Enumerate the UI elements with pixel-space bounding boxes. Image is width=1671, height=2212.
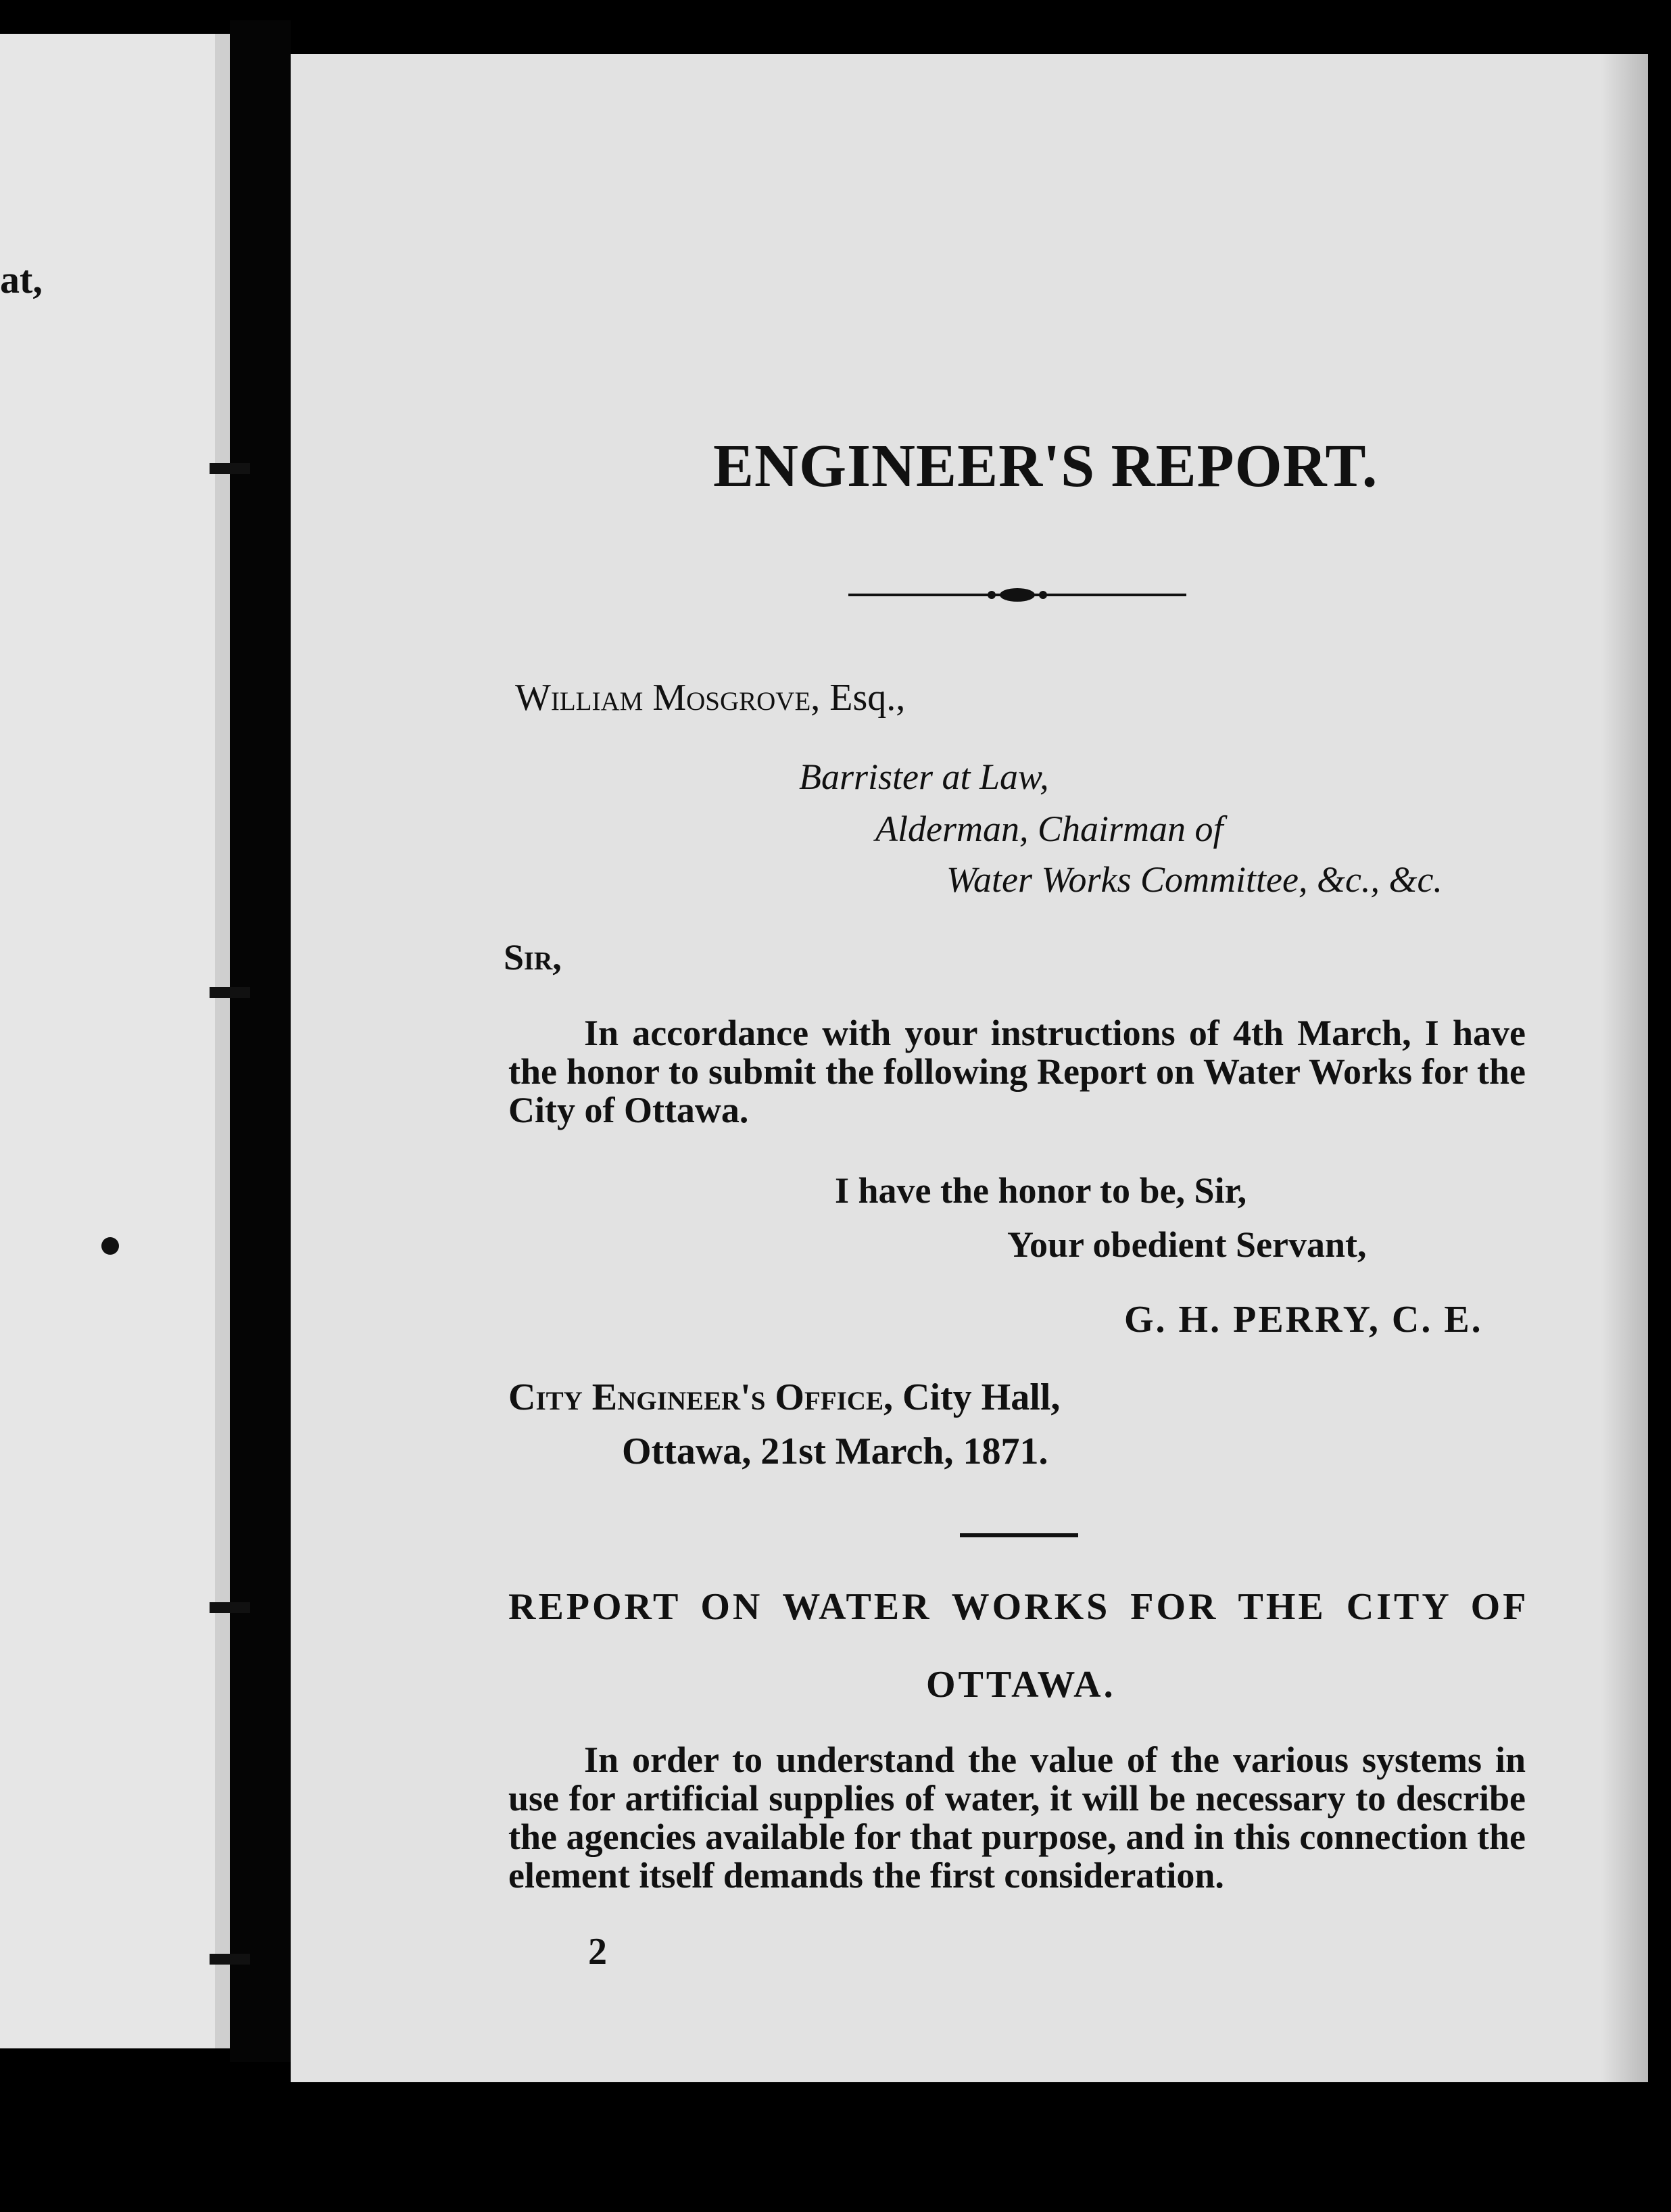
closing-line: I have the honor to be, Sir, [835,1170,1247,1211]
page-number: 2 [588,1931,607,1973]
divider [960,1533,1078,1537]
ornament-divider [848,581,1186,608]
binding-tab [210,987,250,998]
binding-tab [210,1954,250,1965]
report-body: In order to understand the value of the various systems in use for artificial supplies of water, it will be necessary to describe the agencies available for that purpose, and in this connection the element itself demands the first consideration. [508,1739,1526,1896]
salutation: Sir, [504,937,562,978]
addressee-name: William Mosgrove [515,677,811,719]
binding-tab [210,463,250,474]
left-page-edge [215,34,230,2048]
office-label: City Engineer's Office [508,1376,883,1418]
addressee-line: Alderman, Chairman of [875,809,1224,849]
ink-spot [101,1237,119,1255]
closing-line: Your obedient Servant, [1007,1224,1367,1265]
binding-tab [210,1602,250,1613]
left-page-fragment: at, [0,258,43,302]
page-title: ENGINEER'S REPORT. [713,433,1378,500]
addressee [515,676,905,719]
addressee-line: Water Works Committee, &c., &c. [946,859,1443,900]
book-binding [230,20,291,2062]
addressee-suffix: , Esq., [810,677,906,719]
report-heading: REPORT ON WATER WORKS FOR THE CITY OF [508,1586,1529,1628]
date-line: Ottawa, 21st March, 1871. [622,1430,1048,1472]
addressee-line: Barrister at Law, [799,756,1049,797]
signature: G. H. PERRY, C. E. [1124,1299,1483,1341]
left-page [0,34,223,2048]
office-suffix: , City Hall, [883,1376,1061,1418]
letter-body: In accordance with your instructions of 4th March, I have the honor to submit the following Report on Water Works for the City of Ottawa. [508,1013,1526,1130]
report-heading-line2: OTTAWA. [926,1664,1116,1706]
office-line [508,1376,1060,1419]
